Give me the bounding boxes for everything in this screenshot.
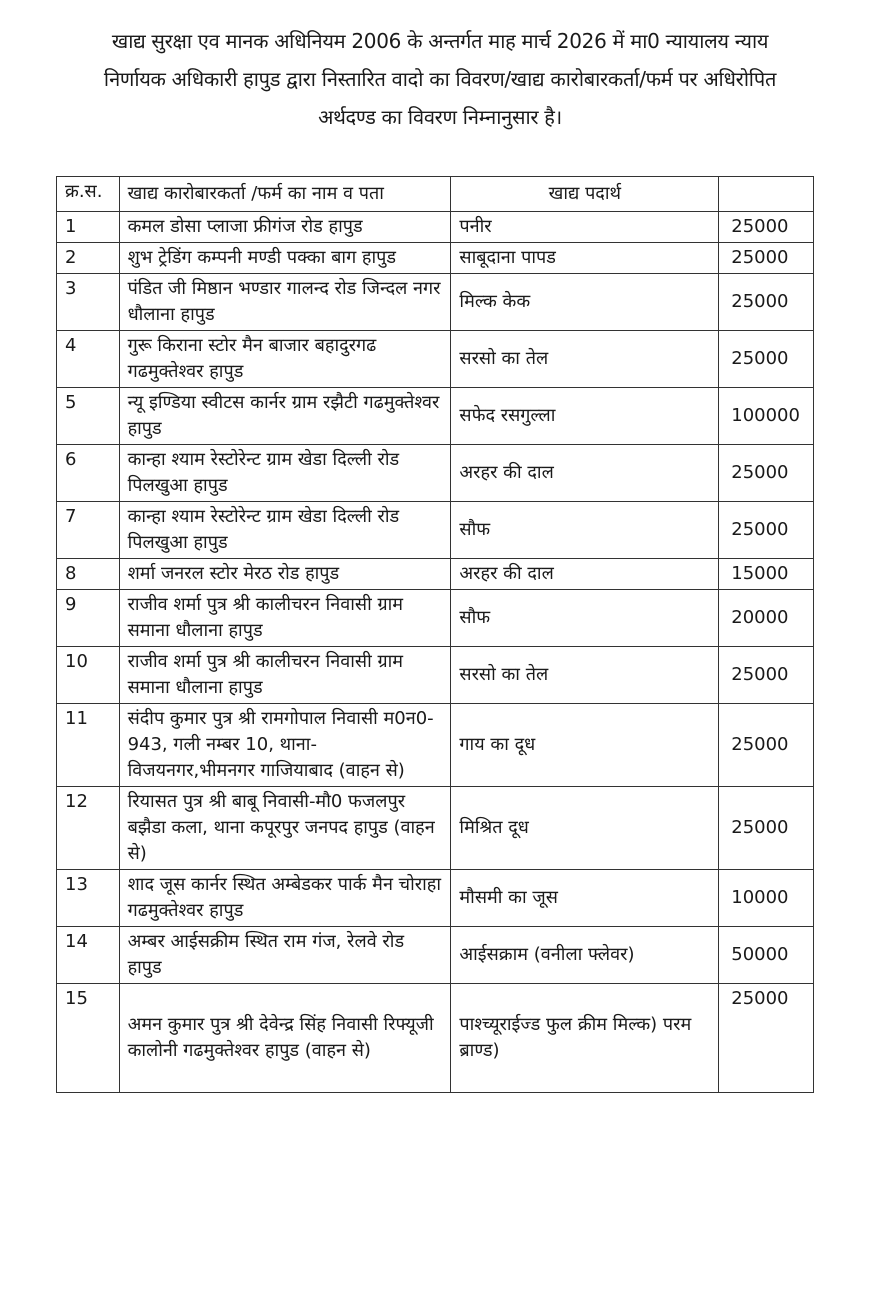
penalty-table xyxy=(56,176,814,1093)
food-item-cell: सरसो का तेल xyxy=(451,647,719,704)
table-body xyxy=(57,212,814,1093)
business-name-cell: शाद जूस कार्नर स्थित अम्बेडकर पार्क मैन चोराहा गढमुक्तेश्वर हापुड xyxy=(119,870,451,927)
penalty-amount-cell: 25000 xyxy=(719,984,814,1093)
penalty-amount-cell: 50000 xyxy=(719,927,814,984)
serial-number-cell: 9 xyxy=(57,590,120,647)
serial-number-cell: 4 xyxy=(57,331,120,388)
penalty-amount-cell: 15000 xyxy=(719,559,814,590)
food-item-cell: मौसमी का जूस xyxy=(451,870,719,927)
penalty-amount-cell: 100000 xyxy=(719,388,814,445)
penalty-amount-cell: 25000 xyxy=(719,704,814,787)
food-item-cell: मिश्रित दूध xyxy=(451,787,719,870)
business-name-cell: संदीप कुमार पुत्र श्री रामगोपाल निवासी म0न0-943, गली नम्बर 10, थाना-विजयनगर,भीमनगर गाजियाबाद (वाहन से) xyxy=(119,704,451,787)
penalty-amount-cell: 25000 xyxy=(719,243,814,274)
document-heading xyxy=(40,22,840,136)
food-item-cell: पाश्च्यूराईज्ड फुल क्रीम मिल्क) परम ब्राण्ड) xyxy=(451,984,719,1093)
table-row xyxy=(57,787,814,870)
business-name-cell: अम्बर आईसक्रीम स्थित राम गंज, रेलवे रोड हापुड xyxy=(119,927,451,984)
food-item-cell: मिल्क केक xyxy=(451,274,719,331)
table-row xyxy=(57,559,814,590)
table-row xyxy=(57,502,814,559)
food-item-cell: अरहर की दाल xyxy=(451,559,719,590)
heading-line-3: अर्थदण्ड का विवरण निम्नानुसार है। xyxy=(318,105,562,129)
header-business-name-address: खाद्य कारोबारकर्ता /फर्म का नाम व पता xyxy=(119,177,451,212)
food-item-cell: सफेद रसगुल्ला xyxy=(451,388,719,445)
table-row xyxy=(57,388,814,445)
penalty-amount-cell: 25000 xyxy=(719,502,814,559)
serial-number-cell: 6 xyxy=(57,445,120,502)
business-name-cell: राजीव शर्मा पुत्र श्री कालीचरन निवासी ग्राम समाना धौलाना हापुड xyxy=(119,590,451,647)
serial-number-cell: 5 xyxy=(57,388,120,445)
serial-number-cell: 1 xyxy=(57,212,120,243)
header-amount xyxy=(719,177,814,212)
table-row xyxy=(57,927,814,984)
business-name-cell: कमल डोसा प्लाजा फ्रीगंज रोड हापुड xyxy=(119,212,451,243)
table-row xyxy=(57,870,814,927)
table-row xyxy=(57,212,814,243)
food-item-cell: गाय का दूध xyxy=(451,704,719,787)
table-row xyxy=(57,984,814,1093)
penalty-amount-cell: 20000 xyxy=(719,590,814,647)
business-name-cell: रियासत पुत्र श्री बाबू निवासी-मौ0 फजलपुर बझैडा कला, थाना कपूरपुर जनपद हापुड (वाहन से) xyxy=(119,787,451,870)
serial-number-cell: 15 xyxy=(57,984,120,1093)
penalty-amount-cell: 10000 xyxy=(719,870,814,927)
serial-number-cell: 8 xyxy=(57,559,120,590)
business-name-cell: कान्हा श्याम रेस्टोरेन्ट ग्राम खेडा दिल्ली रोड पिलखुआ हापुड xyxy=(119,502,451,559)
food-item-cell: अरहर की दाल xyxy=(451,445,719,502)
food-item-cell: पनीर xyxy=(451,212,719,243)
business-name-cell: अमन कुमार पुत्र श्री देवेन्द्र सिंह निवासी रिफ्यूजी कालोनी गढमुक्तेश्वर हापुड (वाहन से) xyxy=(119,984,451,1093)
business-name-cell: कान्हा श्याम रेस्टोरेन्ट ग्राम खेडा दिल्ली रोड पिलखुआ हापुड xyxy=(119,445,451,502)
business-name-cell: शुभ ट्रेडिंग कम्पनी मण्डी पक्का बाग हापुड xyxy=(119,243,451,274)
business-name-cell: पंडित जी मिष्ठान भण्डार गालन्द रोड जिन्दल नगर धौलाना हापुड xyxy=(119,274,451,331)
food-item-cell: सौफ xyxy=(451,590,719,647)
table-header-row xyxy=(57,177,814,212)
heading-line-2: निर्णायक अधिकारी हापुड द्वारा निस्तारित वादो का विवरण/खाद्य कारोबारकर्ता/फर्म पर अधिरोपित xyxy=(103,67,777,91)
food-item-cell: साबूदाना पापड xyxy=(451,243,719,274)
table-row xyxy=(57,274,814,331)
table-row xyxy=(57,445,814,502)
serial-number-cell: 2 xyxy=(57,243,120,274)
food-item-cell: सरसो का तेल xyxy=(451,331,719,388)
penalty-amount-cell: 25000 xyxy=(719,212,814,243)
business-name-cell: शर्मा जनरल स्टोर मेरठ रोड हापुड xyxy=(119,559,451,590)
table-row xyxy=(57,331,814,388)
penalty-amount-cell: 25000 xyxy=(719,445,814,502)
food-item-cell: सौफ xyxy=(451,502,719,559)
serial-number-cell: 14 xyxy=(57,927,120,984)
table-row xyxy=(57,590,814,647)
business-name-cell: राजीव शर्मा पुत्र श्री कालीचरन निवासी ग्राम समाना धौलाना हापुड xyxy=(119,647,451,704)
penalty-amount-cell: 25000 xyxy=(719,787,814,870)
food-item-cell: आईसक्राम (वनीला फ्लेवर) xyxy=(451,927,719,984)
header-serial-number: क्र.स. xyxy=(57,177,120,212)
header-food-item: खाद्य पदार्थ xyxy=(451,177,719,212)
serial-number-cell: 11 xyxy=(57,704,120,787)
penalty-amount-cell: 25000 xyxy=(719,647,814,704)
heading-line-1: खाद्य सुरक्षा एव मानक अधिनियम 2006 के अन्तर्गत माह मार्च 2026 में मा0 न्यायालय न्याय xyxy=(111,29,769,53)
table-row xyxy=(57,704,814,787)
business-name-cell: न्यू इण्डिया स्वीटस कार्नर ग्राम रझैटी गढमुक्तेश्वर हापुड xyxy=(119,388,451,445)
penalty-amount-cell: 25000 xyxy=(719,274,814,331)
serial-number-cell: 13 xyxy=(57,870,120,927)
serial-number-cell: 3 xyxy=(57,274,120,331)
table-row xyxy=(57,647,814,704)
serial-number-cell: 7 xyxy=(57,502,120,559)
business-name-cell: गुरू किराना स्टोर मैन बाजार बहादुरगढ गढमुक्तेश्वर हापुड xyxy=(119,331,451,388)
table-row xyxy=(57,243,814,274)
penalty-amount-cell: 25000 xyxy=(719,331,814,388)
serial-number-cell: 10 xyxy=(57,647,120,704)
serial-number-cell: 12 xyxy=(57,787,120,870)
